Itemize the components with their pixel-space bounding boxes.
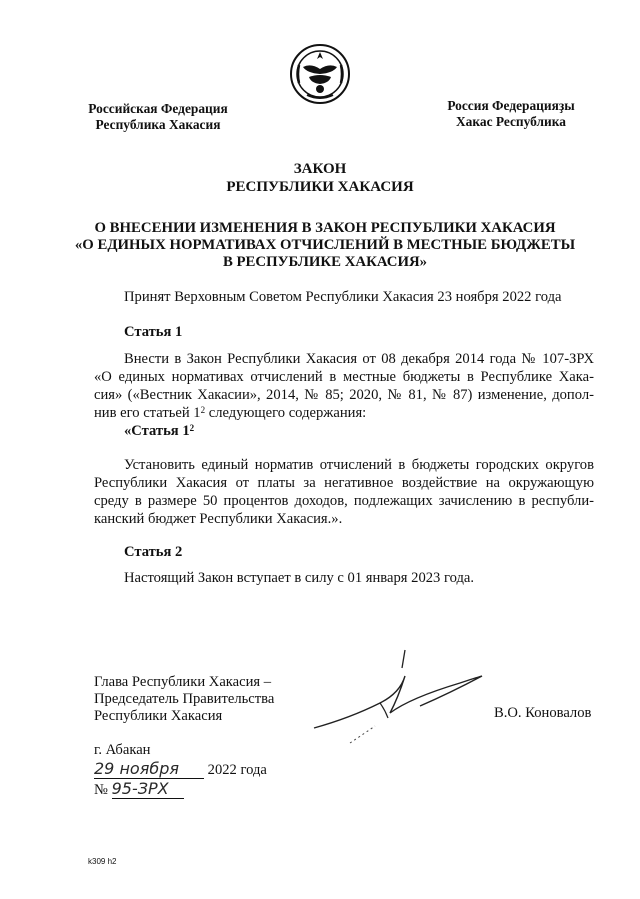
date-year: 2022 года (207, 762, 267, 778)
signing-date (94, 759, 267, 780)
law-subtitle-line1: О ВНЕСЕНИИ ИЗМЕНЕНИЯ В ЗАКОН РЕСПУБЛИКИ ХАКАСИЯ (94, 220, 556, 236)
quoted-article-heading-sup: 2 (189, 423, 195, 433)
article1-text-line4-a: нив его статьей 1 (94, 405, 201, 421)
law-number (94, 779, 184, 800)
law-subtitle-line2: «О ЕДИНЫХ НОРМАТИВАХ ОТЧИСЛЕНИЙ В МЕСТНЫЕ БЮДЖЕТЫ (74, 237, 576, 253)
header-left (88, 101, 228, 133)
article1-text-line3: сия» («Вестник Хакасии», 2014, № 85; 2020, № 81, № 87) изменение, допол- (94, 387, 594, 403)
handwritten-signature (310, 648, 490, 748)
header-right-line2: Хакас Республика (456, 114, 566, 129)
header-right (444, 98, 578, 130)
header-left-line2: Республика Хакасия (95, 117, 221, 132)
article1-text-line4-b: следующего содержания: (205, 405, 367, 421)
article1-heading: Статья 1 (124, 324, 183, 340)
document-code: k309 h2 (88, 857, 117, 866)
city: г. Абакан (94, 742, 151, 758)
quoted-text-line4: канский бюджет Республики Хакасия.». (94, 511, 343, 527)
signatory-title-line1: Глава Республики Хакасия – (94, 674, 272, 690)
article1-text-line4 (94, 404, 366, 423)
handwritten-law-number: 95-ЗРХ (112, 779, 184, 799)
article2-text: Настоящий Закон вступает в силу с 01 января 2023 года. (124, 570, 475, 586)
article1-text-line1: Внести в Закон Республики Хакасия от 08 декабря 2014 года № 107-ЗРХ (124, 351, 594, 367)
khakassia-coat-of-arms-icon (289, 43, 351, 105)
quoted-text-line2: Республики Хакасия от платы за негативное воздействие на окружающую (94, 475, 594, 491)
article1-text-line4-sup: 2 (200, 405, 206, 415)
quoted-article-heading-a: «Статья 1 (124, 423, 190, 439)
adoption-statement: Принят Верховным Советом Республики Хакасия 23 ноября 2022 года (124, 289, 562, 305)
law-subtitle-line3: В РЕСПУБЛИКЕ ХАКАСИЯ» (222, 254, 428, 270)
handwritten-date: 29 ноября (94, 759, 204, 779)
quoted-text-line3: среду в размере 50 процентов доходов, подлежащих зачислению в республи- (94, 493, 594, 509)
signatory-title-line3: Республики Хакасия (94, 708, 223, 724)
law-title-line1: ЗАКОН (293, 161, 347, 177)
header-left-line1: Российская Федерация (88, 101, 228, 116)
law-number-label: № (94, 782, 108, 798)
header-right-line1: Россия Федерацияҙы (447, 98, 575, 113)
signatory-title-line2: Председатель Правительства (94, 691, 275, 707)
article2-heading: Статья 2 (124, 544, 183, 560)
signatory-name: В.О. Коновалов (494, 705, 592, 721)
law-title-line2: РЕСПУБЛИКИ ХАКАСИЯ (226, 179, 414, 195)
quoted-article-heading (124, 422, 194, 441)
quoted-text-line1: Установить единый норматив отчислений в бюджеты городских округов (124, 457, 594, 473)
article1-text-line2: «О единых нормативах отчислений в местные бюджеты в Республике Хака- (94, 369, 594, 385)
